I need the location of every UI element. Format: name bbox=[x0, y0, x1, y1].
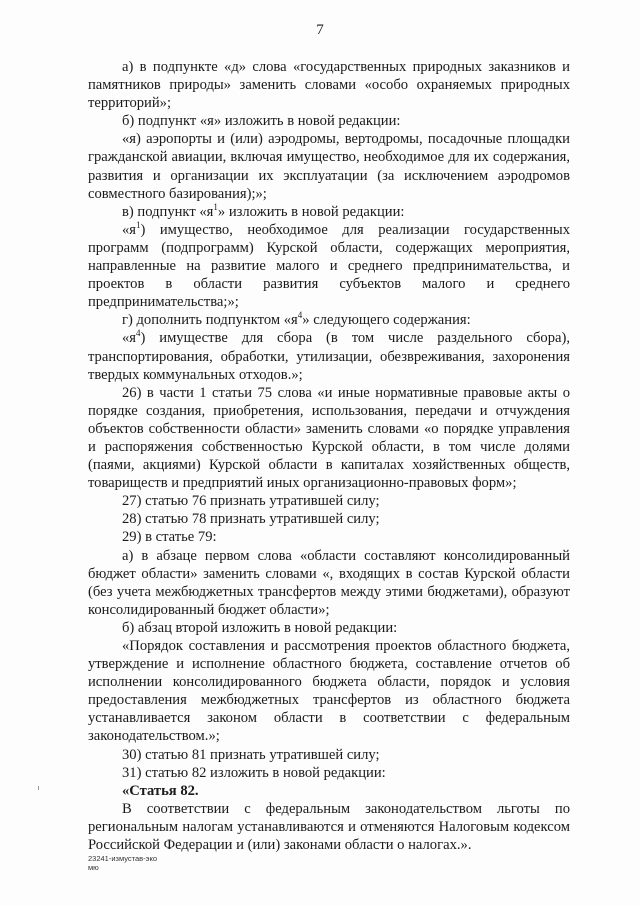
paragraph-text: » следующего содержания: bbox=[302, 312, 471, 329]
paragraph-text: а) в абзаце первом слова «области составляют консолидированный бюджет области» заменить словами «, входящих в состав Курской области (без учета межбюджетных трансфертов между этими бюджетами), образуют консолидированный бюджет области»; bbox=[88, 547, 570, 618]
paragraph-text: 29) в статье 79: bbox=[122, 529, 217, 546]
paragraph-text: «Статья 82. bbox=[122, 782, 199, 799]
document-paragraph bbox=[88, 547, 570, 619]
document-code bbox=[88, 854, 157, 872]
document-paragraph bbox=[88, 800, 570, 854]
document-code-line-2: мю bbox=[88, 863, 99, 872]
paragraph-text: б) абзац второй изложить в новой редакции: bbox=[122, 619, 398, 636]
document-paragraph bbox=[88, 221, 570, 311]
paragraph-text: г) дополнить подпунктом «я bbox=[122, 312, 298, 329]
document-paragraph bbox=[88, 58, 570, 112]
paragraph-text: 27) статью 76 признать утратившей силу; bbox=[122, 493, 380, 510]
article-heading bbox=[88, 782, 570, 800]
document-paragraph bbox=[88, 510, 570, 528]
document-paragraph bbox=[88, 528, 570, 546]
paragraph-text: «я bbox=[122, 330, 137, 347]
superscript-index: 4 bbox=[136, 328, 141, 339]
document-paragraph bbox=[88, 112, 570, 130]
superscript-index: 4 bbox=[297, 310, 303, 321]
document-paragraph bbox=[88, 746, 570, 764]
paragraph-text: 26) в части 1 статьи 75 слова «и иные нормативные правовые акты о порядке создания, приобретения, использования, передачи и отчуждения объектов собственности области» заменить словами «о порядке управления и распоряжения собственностью Курской области, в том числе долями (паями, акциями) Курской области в капиталах хозяйственных обществ, товариществ и предприятий иных организационно-правовых форм»; bbox=[88, 384, 570, 492]
document-paragraph bbox=[88, 619, 570, 637]
paragraph-text: 28) статью 78 признать утратившей силу; bbox=[122, 511, 380, 528]
document-paragraph bbox=[88, 311, 570, 329]
paragraph-text: 31) статью 82 изложить в новой редакции: bbox=[122, 764, 386, 781]
paragraph-text: «я) аэропорты и (или) аэродромы, вертодромы, посадочные площадки гражданской авиации, включая имущество, необходимое для их содержания, развития и организации их эксплуатации (за исключением аэродромов совместного базирования);»; bbox=[88, 131, 570, 202]
paragraph-text: «Порядок составления и рассмотрения проектов областного бюджета, утверждение и исполнение областного бюджета, составление отчетов об исполнении консолидированного бюджета области, порядок и условия предоставления межбюджетных трансфертов из областного бюджета устанавливается законом области в соответствии с федеральным законодательством.»; bbox=[88, 638, 570, 745]
document-paragraph bbox=[88, 764, 570, 782]
superscript-index: 1 bbox=[136, 219, 141, 230]
paragraph-text: в) подпункт «я bbox=[122, 203, 214, 220]
paragraph-text: В соответствии с федеральным законодательством льготы по региональным налогам устанавливаются и отменяются Налоговым кодексом Российской Федерации и (или) законами области о налогах.». bbox=[88, 800, 570, 854]
document-code-line-1: 23241-измустав-эко bbox=[88, 854, 158, 863]
scan-mark bbox=[38, 786, 39, 790]
document-paragraph bbox=[88, 637, 570, 746]
document-paragraph bbox=[88, 384, 570, 493]
paragraph-text: ) имущество, необходимое для реализации государственных программ (подпрограмм) Курской области, содержащих мероприятия, направленные на развитие малого и среднего предпринимательства, и проектов в области развития субъектов малого и среднего предпринимательства;»; bbox=[88, 221, 570, 311]
page-number: 7 bbox=[316, 22, 324, 38]
document-paragraph bbox=[88, 329, 570, 383]
paragraph-text: б) подпункт «я» изложить в новой редакции: bbox=[122, 113, 401, 130]
paragraph-text: «я bbox=[122, 221, 137, 238]
paragraph-text: » изложить в новой редакции: bbox=[217, 203, 405, 220]
document-paragraph bbox=[88, 130, 570, 202]
document-paragraph bbox=[88, 203, 570, 221]
paragraph-text: 30) статью 81 признать утратившей силу; bbox=[122, 746, 380, 763]
paragraph-text: ) имуществе для сбора (в том числе раздельного сбора), транспортирования, обработки, утилизации, обезвреживания, захоронения твердых коммунальных отходов.»; bbox=[88, 330, 570, 383]
document-body bbox=[88, 58, 570, 854]
superscript-index: 1 bbox=[213, 201, 218, 212]
paragraph-text: а) в подпункте «д» слова «государственных природных заказников и памятников природы» заменить словами «особо охраняемых природных территорий»; bbox=[88, 59, 570, 112]
document-paragraph bbox=[88, 492, 570, 510]
